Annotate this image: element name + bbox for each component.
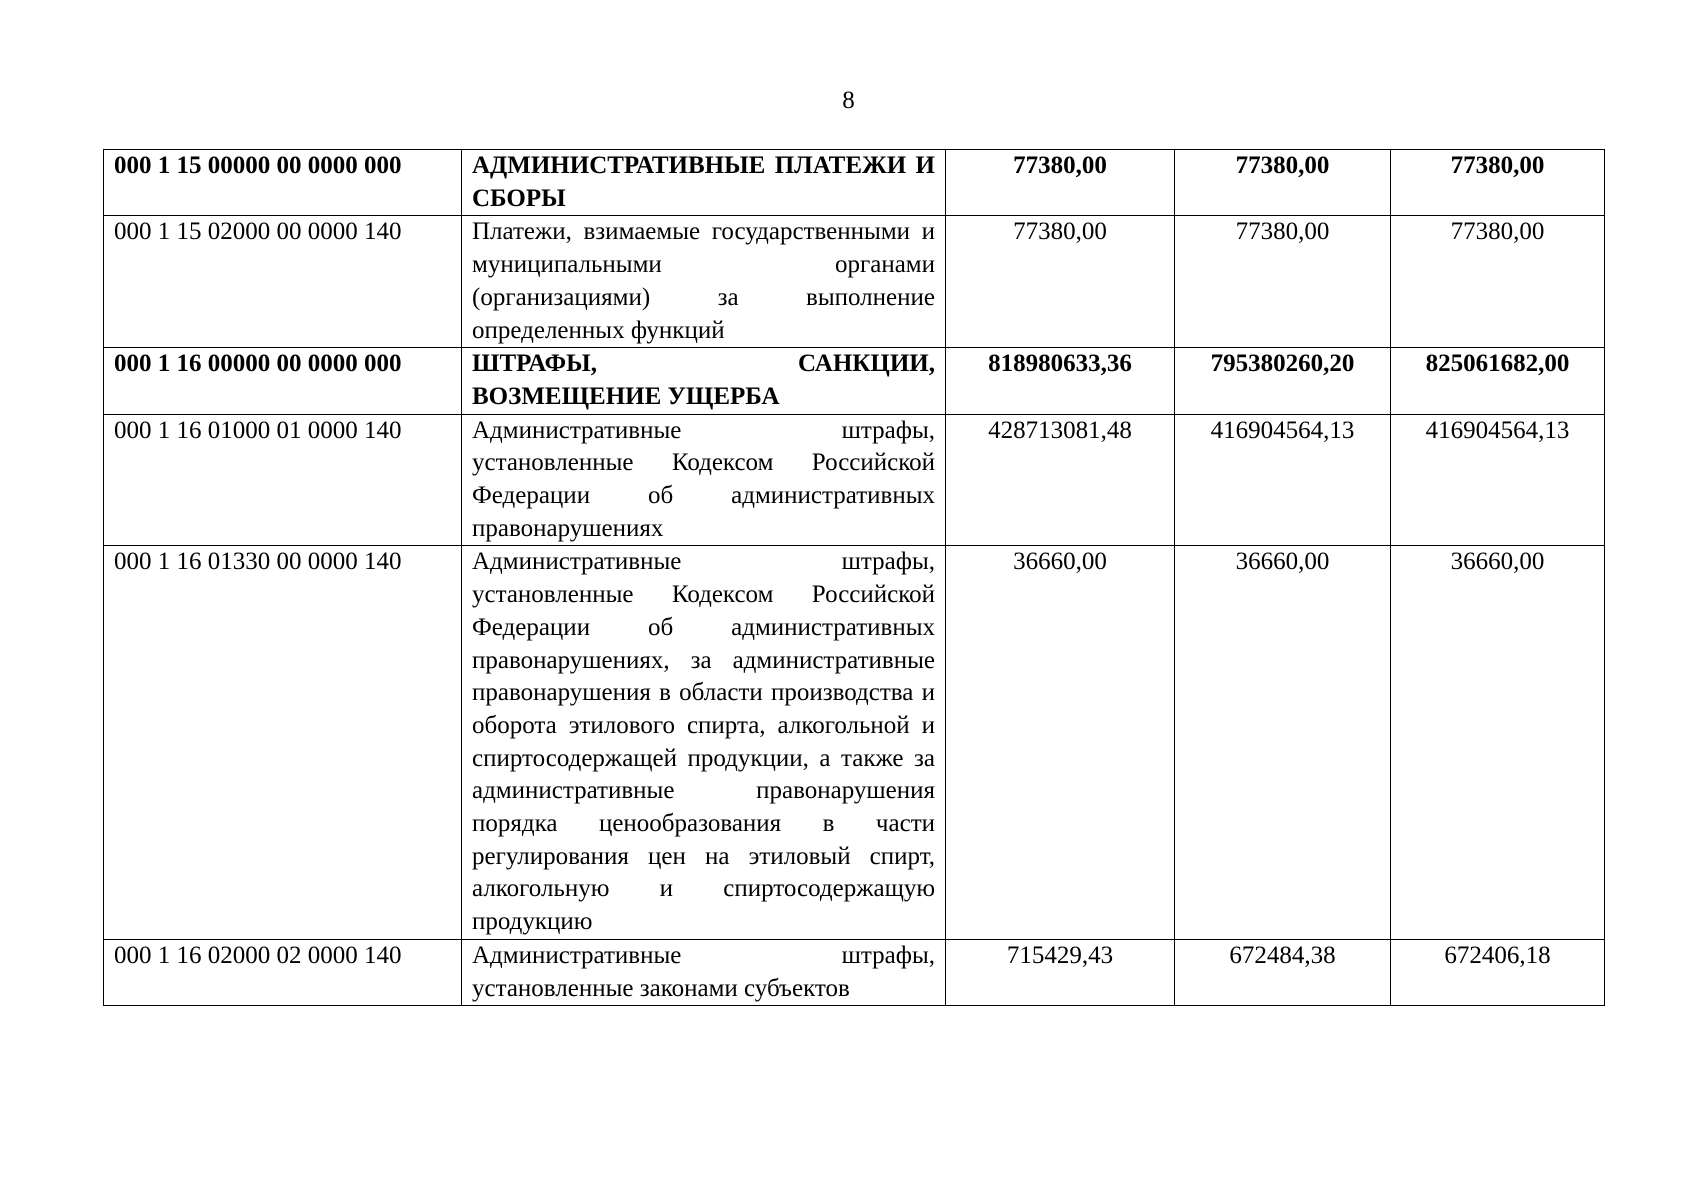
budget-code: 000 1 15 02000 00 0000 140: [104, 216, 462, 348]
budget-code: 000 1 15 00000 00 0000 000: [104, 150, 462, 216]
revenue-name: Административные штрафы, установленные Кодексом Российской Федерации об административных правонарушениях: [462, 414, 946, 546]
revenue-name-text: Административные штрафы, установленные законами субъектов: [472, 941, 935, 1002]
amount-year-2: 77380,00: [1175, 216, 1391, 348]
revenue-name: Платежи, взимаемые государственными и муниципальными органами (организациями) за выполнение определенных функций: [462, 216, 946, 348]
amount-year-2: 77380,00: [1175, 150, 1391, 216]
budget-code: 000 1 16 00000 00 0000 000: [104, 348, 462, 414]
budget-code: 000 1 16 01000 01 0000 140: [104, 414, 462, 546]
amount-year-3: 36660,00: [1391, 546, 1605, 939]
table-row: [104, 939, 1605, 1005]
amount-year-1: 715429,43: [946, 939, 1175, 1005]
table-row: [104, 414, 1605, 546]
revenue-name: Административные штрафы, установленные Кодексом Российской Федерации об административных правонарушениях, за административные правонарушения в области производства и оборота этилового спирта, алкогольной и спиртосодержащей продукции, а также за административные правонарушения порядка ценообразования в части регулирования цен на этиловый спирт, алкогольную и спиртосодержащую продукцию: [462, 546, 946, 939]
amount-year-2: 795380260,20: [1175, 348, 1391, 414]
amount-year-1: 36660,00: [946, 546, 1175, 939]
revenue-table: [103, 149, 1605, 1006]
page-number: 8: [842, 87, 855, 114]
amount-year-3: 77380,00: [1391, 150, 1605, 216]
budget-code: 000 1 16 02000 02 0000 140: [104, 939, 462, 1005]
revenue-name: ШТРАФЫ, САНКЦИИ, ВОЗМЕЩЕНИЕ УЩЕРБА: [462, 348, 946, 414]
table-row: [104, 150, 1605, 216]
amount-year-1: 77380,00: [946, 150, 1175, 216]
amount-year-3: 672406,18: [1391, 939, 1605, 1005]
table-row: [104, 216, 1605, 348]
table-row: [104, 546, 1605, 939]
amount-year-3: 77380,00: [1391, 216, 1605, 348]
amount-year-1: 428713081,48: [946, 414, 1175, 546]
amount-year-1: 818980633,36: [946, 348, 1175, 414]
amount-year-2: 672484,38: [1175, 939, 1391, 1005]
amount-year-2: 36660,00: [1175, 546, 1391, 939]
amount-year-3: 825061682,00: [1391, 348, 1605, 414]
table-row: [104, 348, 1605, 414]
amount-year-3: 416904564,13: [1391, 414, 1605, 546]
revenue-name: АДМИНИСТРАТИВНЫЕ ПЛАТЕЖИ И СБОРЫ: [462, 150, 946, 216]
revenue-name: [462, 939, 946, 1005]
budget-code: 000 1 16 01330 00 0000 140: [104, 546, 462, 939]
amount-year-2: 416904564,13: [1175, 414, 1391, 546]
amount-year-1: 77380,00: [946, 216, 1175, 348]
